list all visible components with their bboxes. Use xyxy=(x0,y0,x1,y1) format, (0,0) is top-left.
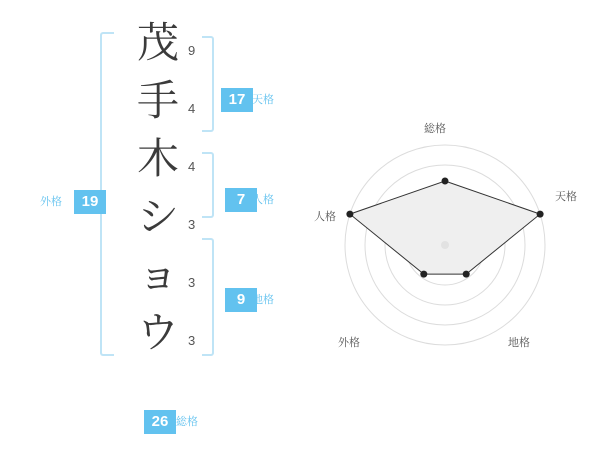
name-char: シ xyxy=(136,192,179,241)
chikaku-bracket xyxy=(202,238,214,356)
stroke-count: 4 xyxy=(188,159,196,174)
radar-label-chikaku: 地格 xyxy=(508,336,530,349)
radar-label-soukaku: 総格 xyxy=(424,122,446,135)
chikaku-label: 地格 xyxy=(252,293,274,306)
stroke-count: 4 xyxy=(188,101,196,116)
radar-point xyxy=(442,178,449,185)
chikaku-badge: 9 xyxy=(225,288,257,312)
name-char: 手 xyxy=(136,76,179,125)
gaikaku-label: 外格 xyxy=(40,195,62,208)
stroke-count: 3 xyxy=(188,275,196,290)
name-kakusu-panel xyxy=(0,0,300,470)
radar-label-tenkaku: 天格 xyxy=(555,190,577,203)
radar-point xyxy=(463,271,470,278)
radar-label-jinkaku: 人格 xyxy=(314,210,336,223)
name-char: 茂 xyxy=(136,18,179,67)
soukaku-label: 総格 xyxy=(176,415,198,428)
soukaku-badge: 26 xyxy=(144,410,176,434)
tenkaku-label: 天格 xyxy=(252,93,274,106)
radar-chart xyxy=(300,0,600,470)
jinkaku-bracket xyxy=(202,152,214,218)
radar-label-gaikaku: 外格 xyxy=(338,336,360,349)
radar-point xyxy=(420,271,427,278)
name-char: ョ xyxy=(136,250,179,299)
radar-area xyxy=(350,181,540,274)
name-char: ウ xyxy=(136,308,179,357)
stroke-count: 3 xyxy=(188,217,196,232)
radar-svg xyxy=(300,0,600,470)
radar-point xyxy=(346,211,353,218)
stroke-count: 3 xyxy=(188,333,196,348)
jinkaku-badge: 7 xyxy=(225,188,257,212)
gaikaku-badge: 19 xyxy=(74,190,106,214)
tenkaku-bracket xyxy=(202,36,214,132)
name-characters xyxy=(122,14,194,362)
tenkaku-badge: 17 xyxy=(221,88,253,112)
radar-center-dot xyxy=(441,241,449,249)
jinkaku-label: 人格 xyxy=(252,193,274,206)
stroke-count: 9 xyxy=(188,43,196,58)
radar-point xyxy=(537,211,544,218)
name-char: 木 xyxy=(136,134,179,183)
